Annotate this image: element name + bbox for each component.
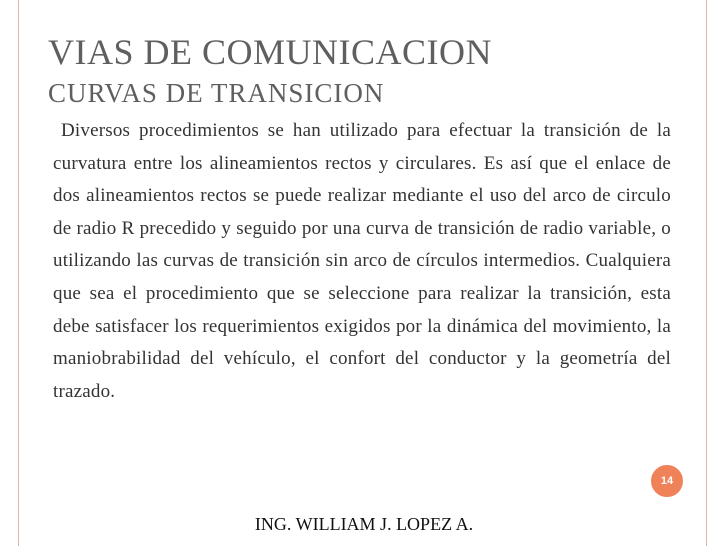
body-paragraph: Diversos procedimientos se han utilizado para efectuar la transición de la curvatura entre los alineamientos rectos y circulares. Es así que el enlace de dos alineamientos rectos se puede realizar mediante el uso del arco de circulo de radio R precedido y seguido por una curva de transición de radio variable, o utilizando las curvas de transición sin arco de círculos intermedios. Cualquiera que sea el procedimiento que se seleccione para realizar la transición, esta debe satisfacer los requerimientos exigidos por la dinámica del movimiento, la maniobrabilidad del vehículo, el confort del conductor y la geometría del trazado.: [53, 120, 671, 402]
page-number-badge: 14: [649, 463, 685, 499]
left-border-line: [18, 0, 19, 546]
slide-title: VIAS DE COMUNICACION: [48, 32, 493, 72]
right-border-line: [706, 0, 707, 546]
footer-author: ING. WILLIAM J. LOPEZ A.: [254, 514, 474, 534]
slide-subtitle: CURVAS DE TRANSICION: [48, 78, 385, 108]
